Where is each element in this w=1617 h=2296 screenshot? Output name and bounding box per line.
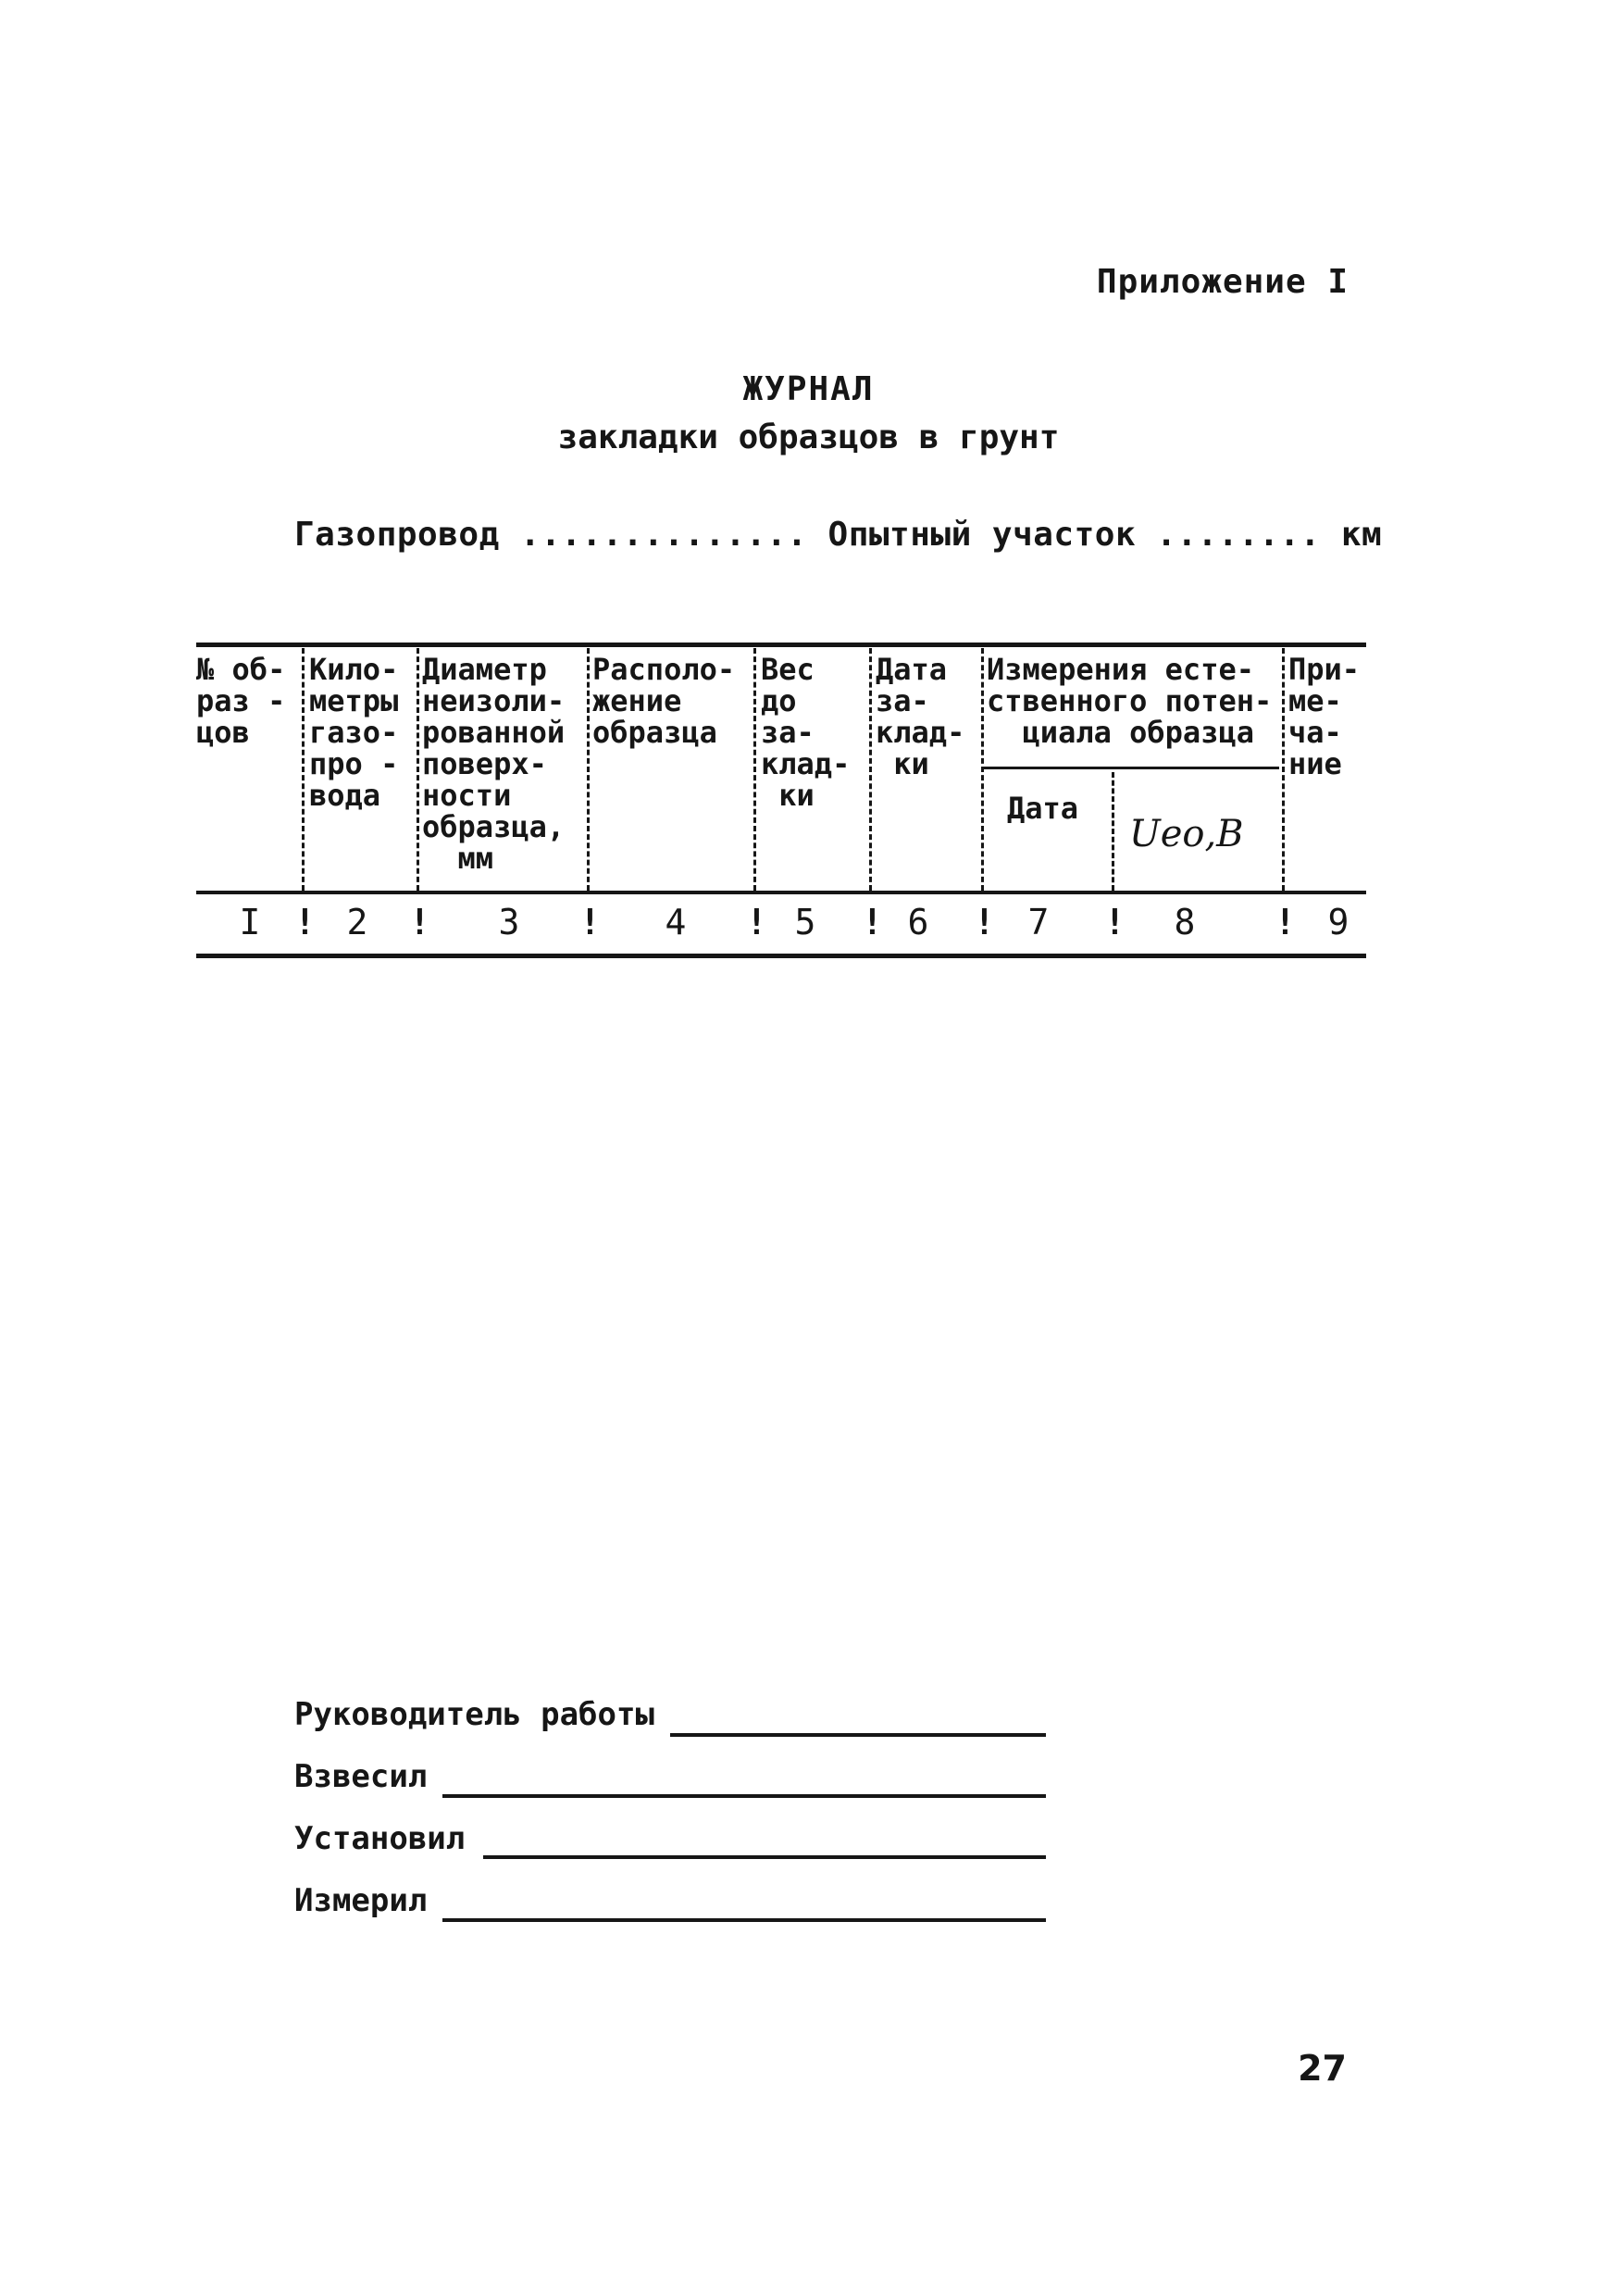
signature-line-weighed[interactable] — [442, 1794, 1046, 1798]
document-subtitle: закладки образцов в грунт — [557, 418, 1060, 456]
col-number: I — [239, 902, 261, 942]
col-number: 8 — [1174, 902, 1196, 942]
page-number: 27 — [1298, 2048, 1347, 2089]
appendix-label: Приложение I — [1096, 263, 1349, 301]
col-number-separator: ! — [409, 902, 430, 942]
col-number-separator: ! — [1275, 902, 1296, 942]
signature-line-measured[interactable] — [442, 1918, 1046, 1922]
col-number-separator: ! — [974, 902, 995, 942]
col-header-location: Располо- жение образца — [592, 652, 736, 750]
document-title: ЖУРНАЛ — [742, 370, 875, 408]
col-number: 5 — [794, 902, 816, 942]
col-number-separator: ! — [579, 902, 601, 942]
col-number-separator: ! — [746, 902, 767, 942]
col-header-potential-group: Измерения есте- ственного потен- циала образца — [987, 652, 1273, 750]
col-number: 2 — [346, 902, 368, 942]
group-subrule — [981, 767, 1279, 769]
col-separator — [417, 648, 419, 891]
table-bottom-rule — [196, 954, 1366, 958]
col-header-potential-value: Uео,В — [1129, 813, 1244, 855]
col-header-pipeline-km: Кило- метры газо- про - вода — [309, 652, 399, 813]
signature-label-measured: Измерил — [294, 1882, 428, 1919]
signature-line-supervisor[interactable] — [670, 1733, 1046, 1737]
col-header-sample-number: № об- раз - цов — [196, 652, 286, 750]
col-number: 7 — [1027, 902, 1050, 942]
table-top-rule — [196, 643, 1366, 647]
table-header-rule — [196, 891, 1366, 894]
col-header-diameter: Диаметр неизоли- рованной поверх- ности образца, мм — [422, 652, 566, 876]
signature-label-weighed: Взвесил — [294, 1758, 428, 1795]
col-separator — [981, 648, 984, 891]
col-number: 6 — [907, 902, 929, 942]
col-header-measure-date: Дата — [1007, 791, 1079, 826]
signature-label-supervisor: Руководитель работы — [294, 1696, 654, 1733]
col-separator — [1282, 648, 1285, 891]
fields-line: Газопровод .............. Опытный участок ........ км — [294, 516, 1383, 554]
col-number-separator: ! — [862, 902, 883, 942]
col-separator — [869, 648, 872, 891]
col-header-notes: При- ме- ча- ние — [1288, 652, 1361, 781]
signature-label-installed: Установил — [294, 1820, 466, 1857]
col-separator — [302, 648, 305, 891]
col-number: 3 — [498, 902, 520, 942]
col-number: 9 — [1327, 902, 1350, 942]
col-number: 4 — [665, 902, 687, 942]
col-header-date-laid: Дата за- клад- ки — [876, 652, 965, 781]
col-number-separator: ! — [294, 902, 316, 942]
col-separator — [587, 648, 590, 891]
col-separator — [1112, 772, 1114, 891]
col-header-weight: Вес до за- клад- ки — [761, 652, 851, 813]
signature-line-installed[interactable] — [483, 1855, 1046, 1859]
col-number-separator: ! — [1104, 902, 1126, 942]
col-separator — [753, 648, 756, 891]
